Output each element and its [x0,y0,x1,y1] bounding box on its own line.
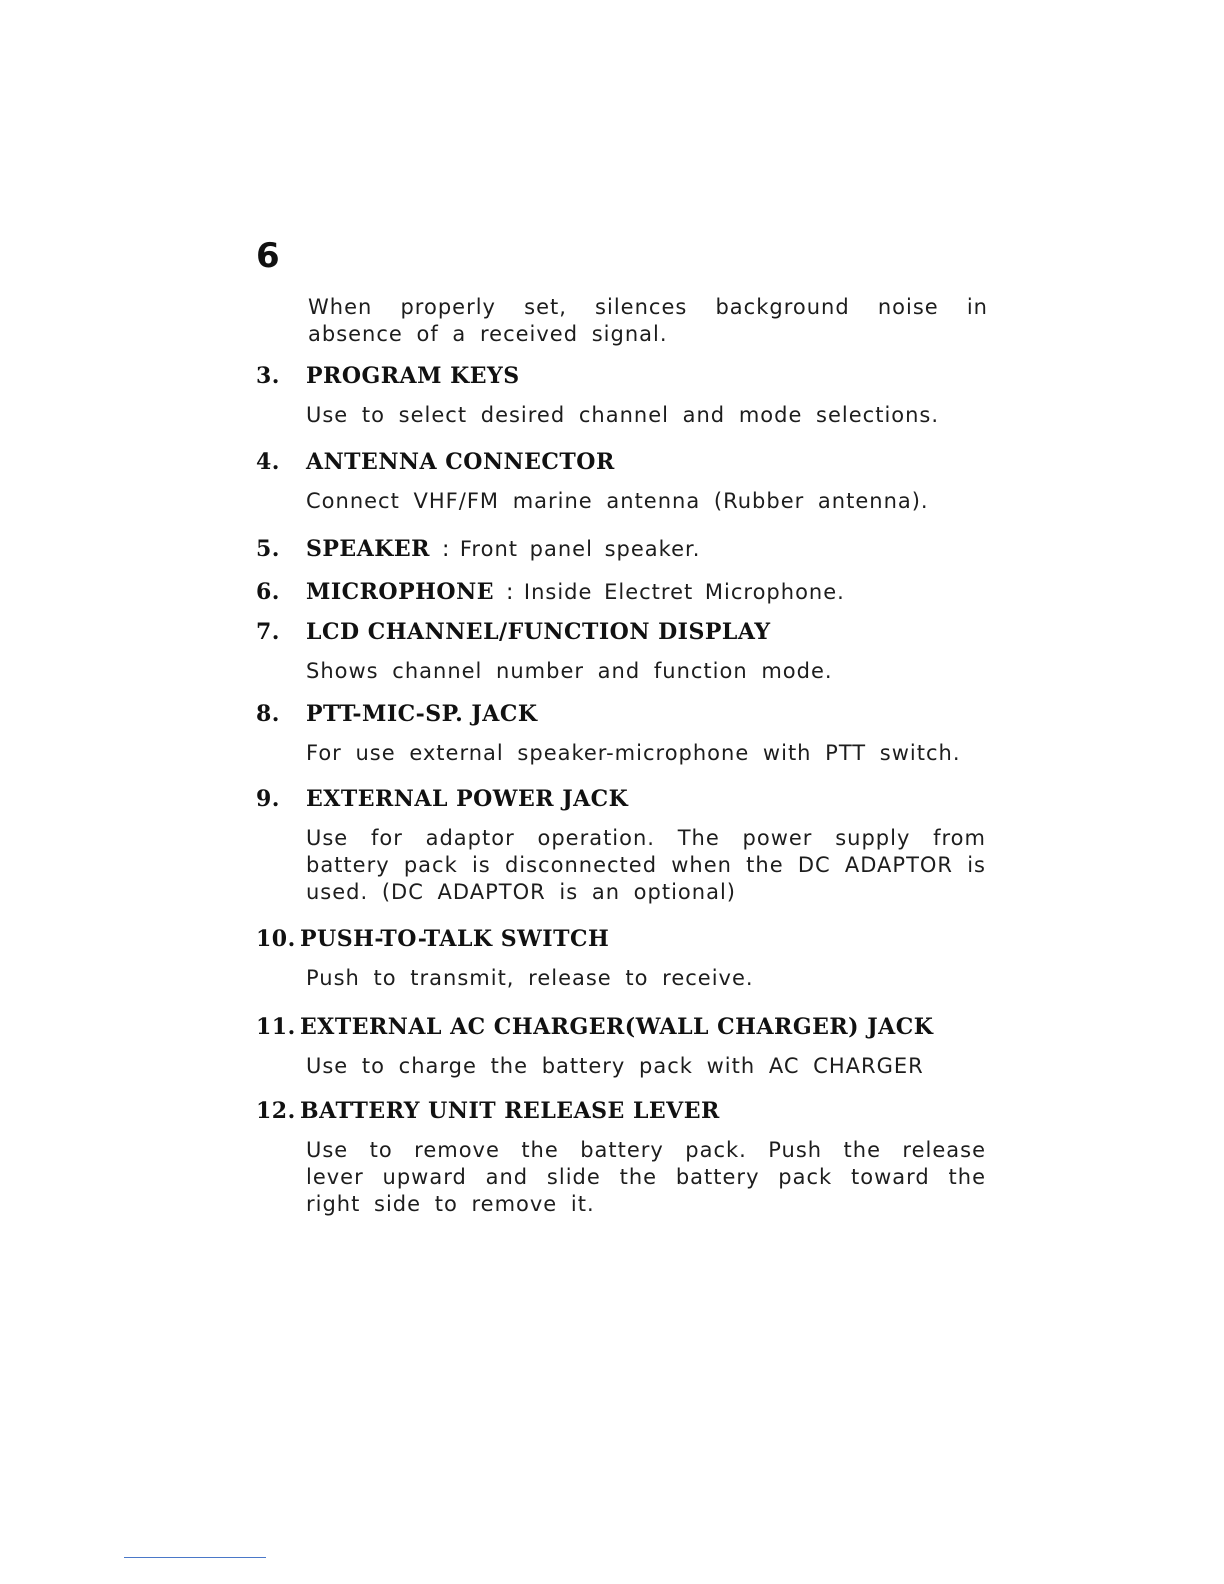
item-number: 9. [256,786,280,812]
item-heading [256,1013,1016,1041]
item-title: SPEAKER [306,536,430,562]
item-title: MICROPHONE [306,579,494,605]
item-description: For use external speaker-microphone with PTT switch. [306,741,961,765]
item-description: Use for adaptor operation. The power supply from battery pack is disconnected when the DC ADAPTOR is used. (DC ADAPTOR is an optional) [306,826,986,904]
item-number: 4. [256,449,280,475]
item-heading [256,448,1016,476]
list-item-battery-release-lever [256,1097,1016,1218]
item-separator: : [441,537,450,562]
item-heading [256,925,1016,953]
page-number: 6 [256,236,280,276]
item-heading [256,700,1016,728]
item-inline-description: Front panel speaker. [459,537,701,561]
item-title: EXTERNAL AC CHARGER(WALL CHARGER) JACK [300,1014,934,1040]
item-heading [256,618,1016,646]
item-title: PTT-MIC-SP. JACK [306,701,538,727]
item-number: 12. [256,1098,296,1124]
list-item-program-keys [256,362,1016,429]
item-title: BATTERY UNIT RELEASE LEVER [300,1098,720,1124]
list-item-speaker [256,535,1016,564]
item-number: 7. [256,619,280,645]
item-description: Connect VHF/FM marine antenna (Rubber antenna). [306,489,929,513]
item-description: Use to remove the battery pack. Push the release lever upward and slide the battery pack toward the right side to remove it. [306,1138,986,1216]
item-description: Shows channel number and function mode. [306,659,833,683]
item-number: 5. [256,536,280,562]
item-title: PROGRAM KEYS [306,363,520,389]
list-item-lcd-display [256,618,1016,685]
item-number: 11. [256,1014,296,1040]
item-title: PUSH-TO-TALK SWITCH [300,926,610,952]
list-item-microphone [256,578,1016,607]
footer-rule [124,1557,266,1558]
item-heading [256,578,1016,607]
item-description: Use to charge the battery pack with AC CHARGER [306,1054,924,1078]
list-item-ptt-mic-sp-jack [256,700,1016,767]
item-title: ANTENNA CONNECTOR [306,449,615,475]
item-separator: : [505,580,514,605]
item-heading [256,1097,1016,1125]
item-description: Use to select desired channel and mode selections. [306,403,940,427]
item-heading [256,785,1016,813]
list-item-push-to-talk-switch [256,925,1016,992]
item-number: 6. [256,579,280,605]
item-inline-description: Inside Electret Microphone. [523,580,845,604]
item-description: Push to transmit, release to receive. [306,966,754,990]
item-title: LCD CHANNEL/FUNCTION DISPLAY [306,619,771,645]
list-item-ac-charger-jack [256,1013,1016,1080]
item-number: 3. [256,363,280,389]
item-heading [256,362,1016,390]
item-heading [256,535,1016,564]
intro-paragraph: When properly set, silences background noise in absence of a received signal. [308,295,988,346]
item-number: 10. [256,926,296,952]
list-item-antenna-connector [256,448,1016,515]
item-title: EXTERNAL POWER JACK [306,786,629,812]
item-number: 8. [256,701,280,727]
list-item-external-power-jack [256,785,1016,906]
